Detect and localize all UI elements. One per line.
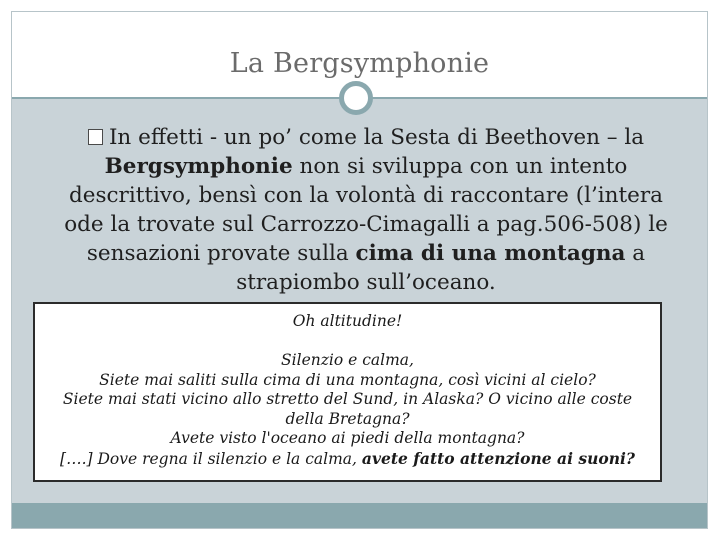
- paragraph-text-2: non si sviluppa con un intento descrittivo, bensì con la volontà di raccontare (l’intera ode la trovate sul Carrozzo-Cimagalli a pag.506-508) le sensazioni provate sulla: [64, 154, 668, 266]
- quote-line-4b: della Bretagna?: [285, 409, 410, 428]
- paragraph-text-3: a strapiombo sull’oceano.: [236, 241, 646, 295]
- quote-line-1: Oh altitudine!: [292, 312, 403, 330]
- quote-line-6: [35, 449, 660, 470]
- slide-title: La Bergsymphonie: [229, 48, 490, 79]
- quote-box: [33, 302, 662, 482]
- paragraph-text-1: In effetti - un po’ come la Sesta di Beethoven – la: [108, 125, 645, 150]
- quote-line-3: Siete mai saliti sulla cima di una montagna, così vicini al cielo?: [99, 370, 596, 389]
- quote-line-5: Avete visto l'oceano ai piedi della montagna?: [170, 429, 525, 447]
- paragraph-bold-cima: cima di una montagna: [355, 241, 626, 266]
- quote-line-4a: Siete mai stati vicino allo stretto del Sund, in Alaska? O vicino alle coste: [62, 390, 633, 408]
- body-paragraph: [60, 123, 672, 297]
- footer-band: [12, 503, 707, 528]
- quote-line-6-plain: [….] Dove regna il silenzio e la calma,: [60, 449, 362, 468]
- paragraph-bold-bergsymphonie: Bergsymphonie: [104, 154, 293, 179]
- square-bullet-icon: [88, 129, 103, 145]
- quote-line-2: Silenzio e calma,: [281, 351, 414, 369]
- ring-badge-icon: [339, 81, 373, 115]
- quote-line-6-bold: avete fatto attenzione ai suoni?: [361, 448, 635, 468]
